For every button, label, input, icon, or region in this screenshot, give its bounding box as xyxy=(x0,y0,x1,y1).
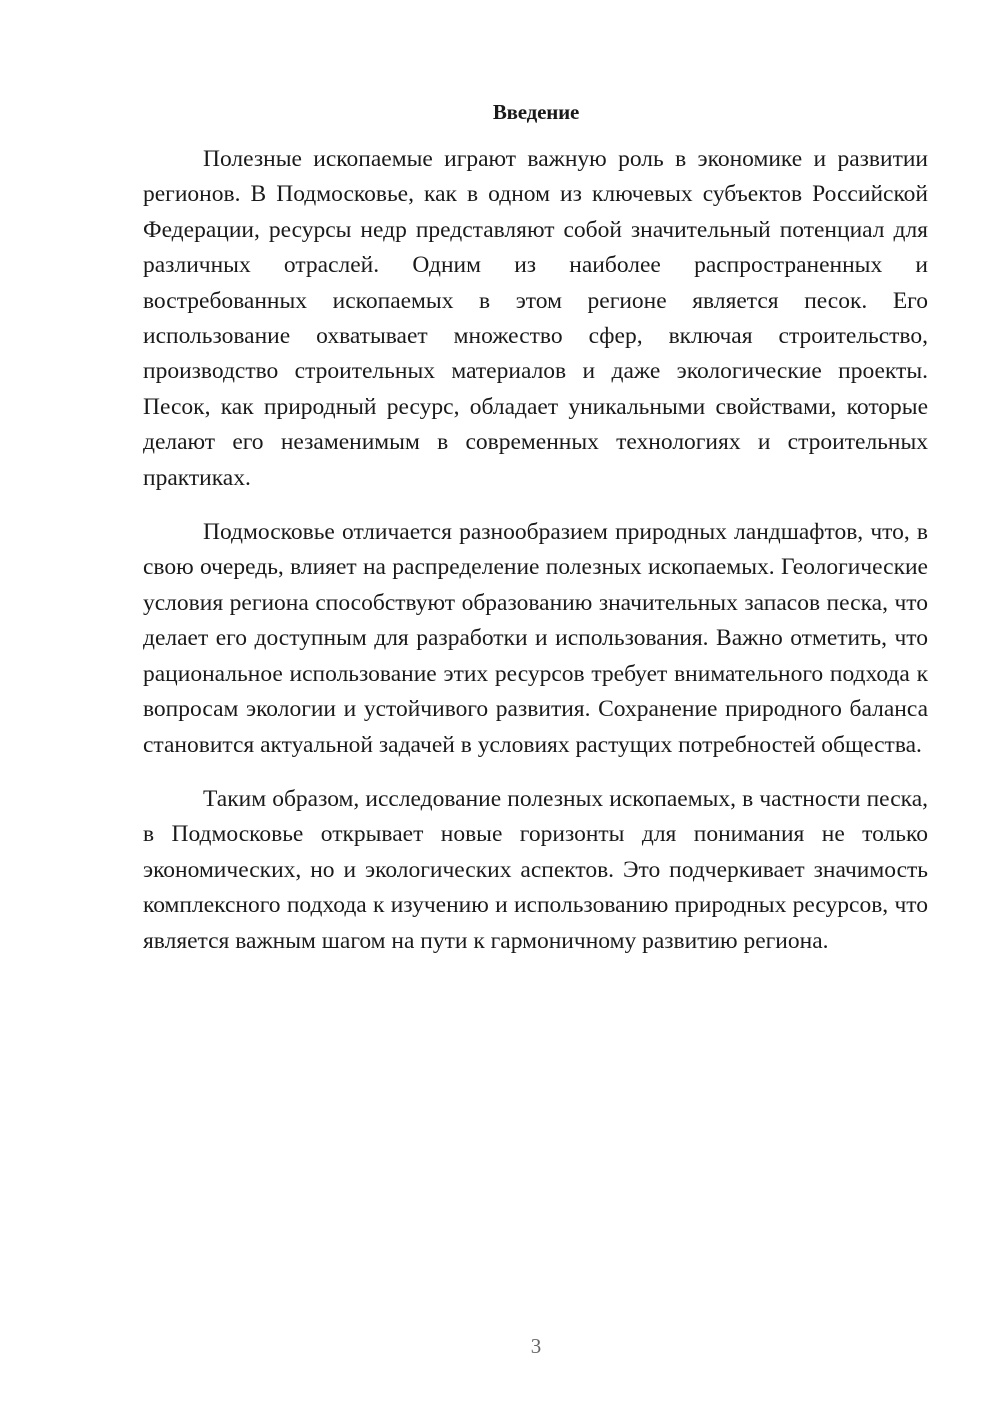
page-number: 3 xyxy=(530,1334,542,1358)
paragraph-3: Таким образом, исследование полезных ископаемых, в частности песка, в Подмосковье открывает новые горизонты для понимания не только экономических, но и экологических аспектов. Это подчеркивает значимость комплексного подхода к изучению и использованию природных ресурсов, что является важным шагом на пути к гармоничному развитию региона. xyxy=(143,785,928,954)
body-text xyxy=(143,142,928,959)
paragraph-1: Полезные ископаемые играют важную роль в экономике и развитии регионов. В Подмосковье, как в одном из ключевых субъектов Российской Федерации, ресурсы недр представляют собой значительный потенциал для различных отраслей. Одним из наиболее распространенных и востребованных ископаемых в этом регионе является песок. Его использование охватывает множество сфер, включая строительство, производство строительных материалов и даже экологические проекты. Песок, как природный ресурс, обладает уникальными свойствами, которые делают его незаменимым в современных технологиях и строительных практиках. xyxy=(143,146,928,491)
paragraph-2: Подмосковье отличается разнообразием природных ландшафтов, что, в свою очередь, влияет на распределение полезных ископаемых. Геологические условия региона способствуют образованию значительных запасов песка, что делает его доступным для разработки и использования. Важно отметить, что рациональное использование этих ресурсов требует внимательного подхода к вопросам экологии и устойчивого развития. Сохранение природного баланса становится актуальной задачей в условиях растущих потребностей общества. xyxy=(143,519,928,758)
section-heading: Введение xyxy=(492,100,580,124)
